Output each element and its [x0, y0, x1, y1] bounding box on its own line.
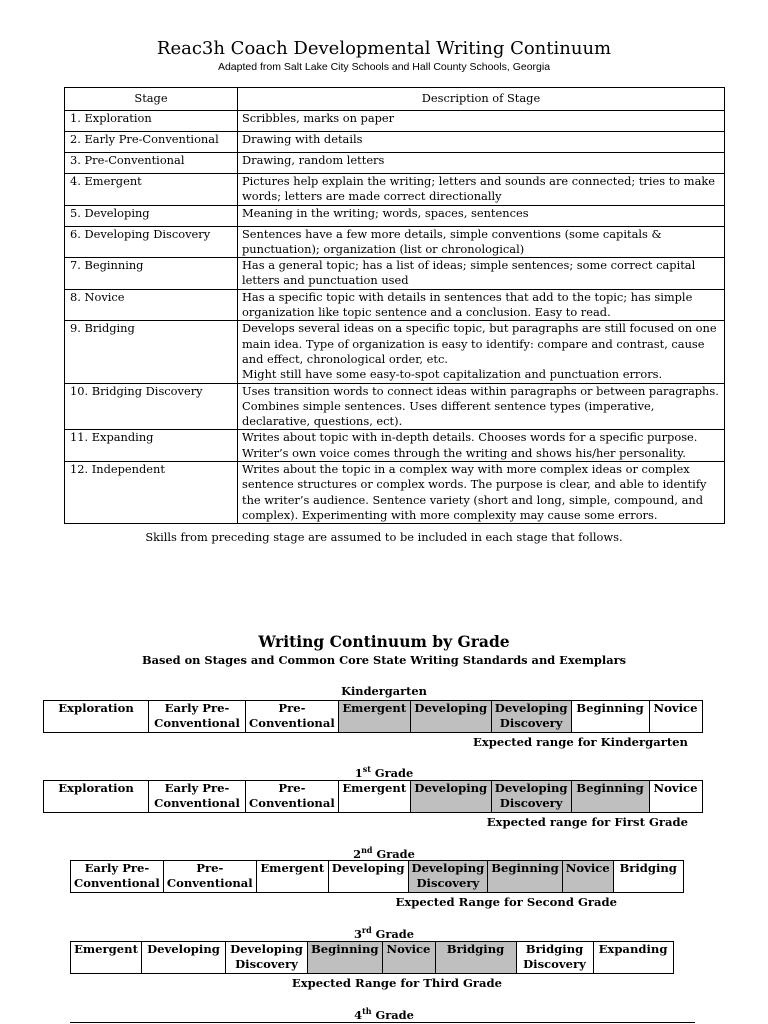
grade-word: Grade — [372, 846, 415, 861]
description-cell: Drawing with details — [238, 132, 725, 153]
stage-cell: 8. Novice — [65, 289, 238, 321]
stage-cell — [246, 701, 339, 733]
stage-cell: 4. Emergent — [65, 174, 238, 206]
table-footnote: Skills from preceding stage are assumed to be included in each stage that follows. — [145, 530, 623, 544]
stage-cell — [328, 861, 408, 893]
stage-name-line: Expanding — [598, 942, 668, 956]
grade-ordinal-suffix: st — [362, 764, 371, 774]
table-row — [65, 226, 725, 258]
stage-name-line: Emergent — [342, 781, 407, 795]
stage-name-line: Bridging — [525, 942, 584, 956]
stage-name-line: Pre- — [278, 781, 306, 795]
grade-stage-table — [43, 700, 703, 733]
stage-table-header — [65, 88, 725, 111]
document-title: Reac3h Coach Developmental Writing Continuum — [156, 38, 612, 59]
grade-label: Kindergarten — [341, 684, 427, 698]
grade-word: Grade — [371, 1007, 414, 1022]
stage-name-line: Discovery — [235, 957, 298, 971]
expected-range-caption: Expected Range for Third Grade — [291, 976, 502, 990]
table-row — [65, 153, 725, 174]
stage-cell — [71, 861, 164, 893]
grade-stage-row — [44, 701, 703, 733]
stage-name-line: Novice — [653, 781, 698, 795]
divider-line — [70, 1022, 695, 1023]
stage-cell: 5. Developing — [65, 205, 238, 226]
stage-cell-expected — [491, 781, 571, 813]
stage-name-line: Novice — [653, 701, 698, 715]
stage-cell: 3. Pre-Conventional — [65, 153, 238, 174]
stage-cell: 10. Bridging Discovery — [65, 383, 238, 430]
stage-cell-expected — [435, 942, 516, 974]
section-subtitle: Based on Stages and Common Core State Writing Standards and Exemplars — [141, 653, 627, 667]
stage-name-line: Conventional — [249, 716, 335, 730]
document-subtitle: Adapted from Salt Lake City Schools and Hall County Schools, Georgia — [217, 61, 551, 73]
stage-cell — [593, 942, 673, 974]
stage-cell-expected — [408, 861, 488, 893]
grade-number: 2 — [353, 846, 362, 861]
stage-name-line: Developing — [147, 942, 220, 956]
stage-name-line: Conventional — [249, 796, 335, 810]
stage-cell — [44, 701, 149, 733]
stage-name-line: Developing — [414, 701, 488, 715]
stage-cell: 6. Developing Discovery — [65, 226, 238, 258]
stage-cell-expected — [562, 861, 613, 893]
stage-name-line: Beginning — [311, 942, 379, 956]
stage-name-line: Discovery — [499, 796, 563, 810]
stage-name-line: Conventional — [166, 876, 253, 890]
stage-cell-expected — [571, 781, 649, 813]
description-cell: Has a specific topic with details in sentences that add to the topic; has simple organization like topic sentence and a conclusion. Easy to read. — [238, 289, 725, 321]
table-row — [65, 132, 725, 153]
stage-name-line: Novice — [565, 861, 610, 875]
stage-cell — [149, 781, 246, 813]
stage-cell-expected — [410, 781, 491, 813]
stage-name-line: Beginning — [576, 701, 644, 715]
grade-number: 1 — [354, 765, 363, 780]
grade-stage-row — [44, 781, 703, 813]
stage-name-line: Emergent — [74, 942, 138, 956]
stage-name-line: Conventional — [74, 876, 160, 890]
stage-name-line: Novice — [386, 942, 431, 956]
stage-cell: 11. Expanding — [65, 430, 238, 462]
description-text-extra: Might still have some easy-to-spot capitalization and punctuation errors. — [242, 367, 663, 382]
description-column-header: Description of Stage — [238, 88, 725, 111]
expected-range-caption: Expected Range for Second Grade — [395, 895, 617, 909]
grade-word: Grade — [370, 765, 414, 780]
table-row — [65, 289, 725, 321]
stage-cell-expected — [382, 942, 435, 974]
grade-ordinal-suffix: nd — [361, 845, 373, 855]
stage-name-line: Discovery — [523, 957, 586, 971]
stage-cell: 2. Early Pre-Conventional — [65, 132, 238, 153]
stage-name-line: Developing — [494, 701, 568, 715]
description-cell: Meaning in the writing; words, spaces, sentences — [238, 205, 725, 226]
stage-name-line: Early Pre- — [164, 701, 230, 715]
table-row — [65, 205, 725, 226]
grade-stage-table — [70, 860, 684, 893]
stage-name-line: Conventional — [154, 796, 240, 810]
stage-cell — [516, 942, 593, 974]
stage-cell-expected — [410, 701, 491, 733]
section-title: Writing Continuum by Grade — [258, 632, 510, 651]
stage-cell — [71, 942, 142, 974]
stage-cell — [163, 861, 256, 893]
grade-label — [0, 845, 768, 861]
grade-stage-table — [70, 941, 674, 974]
grade-label — [0, 925, 768, 941]
description-cell: Writes about topic with in-depth details. Chooses words for a specific purpose. Writer’s own voice comes through the writing and shows his/her personality. — [238, 430, 725, 462]
stage-cell — [226, 942, 308, 974]
stage-name-line: Early Pre- — [164, 781, 230, 795]
stage-name-line: Developing — [411, 861, 485, 875]
stage-cell — [649, 781, 702, 813]
stage-name-line: Exploration — [58, 781, 134, 795]
grade-label — [0, 764, 768, 780]
expected-range-caption: Expected range for First Grade — [486, 815, 688, 829]
stage-cell — [613, 861, 683, 893]
stage-cell — [149, 701, 246, 733]
stage-cell: 1. Exploration — [65, 111, 238, 132]
stage-cell — [142, 942, 226, 974]
stage-name-line: Emergent — [342, 701, 407, 715]
grade-number: 3 — [353, 926, 362, 941]
table-row — [65, 174, 725, 206]
stage-name-line: Emergent — [260, 861, 325, 875]
stage-cell — [649, 701, 702, 733]
stage-cell-expected — [488, 861, 563, 893]
description-text: Develops several ideas on a specific topic, but paragraphs are still focused on one main idea. Type of organization is easy to identify: compare and contrast, cause and effect, chronological order, etc. — [242, 321, 717, 366]
table-row — [65, 462, 725, 524]
grade-label — [0, 1006, 768, 1022]
stage-name-line: Developing — [331, 861, 405, 875]
description-cell: Pictures help explain the writing; letters and sounds are connected; tries to make words; letters are made correct directionally — [238, 174, 725, 206]
stage-column-header: Stage — [65, 88, 238, 111]
table-row — [65, 321, 725, 383]
stage-cell: 9. Bridging — [65, 321, 238, 383]
stage-name-line: Early Pre- — [84, 861, 150, 875]
description-cell — [238, 321, 725, 383]
stage-cell — [246, 781, 339, 813]
stage-name-line: Exploration — [58, 701, 134, 715]
grade-word: Grade — [371, 926, 415, 941]
stage-cell — [44, 781, 149, 813]
table-row — [65, 258, 725, 290]
stage-table — [64, 87, 725, 524]
stage-name-line: Bridging — [619, 861, 677, 875]
stage-name-line: Developing — [494, 781, 568, 795]
grade-stage-row — [71, 861, 684, 893]
stage-name-line: Discovery — [416, 876, 480, 890]
grade-ordinal-suffix: th — [362, 1006, 372, 1016]
stage-name-line: Pre- — [278, 701, 306, 715]
grade-number: 4 — [354, 1007, 363, 1022]
stage-name-line: Bridging — [446, 942, 505, 956]
stage-cell: 12. Independent — [65, 462, 238, 524]
stage-name-line: Conventional — [154, 716, 240, 730]
table-row — [65, 430, 725, 462]
stage-cell: 7. Beginning — [65, 258, 238, 290]
expected-range-caption: Expected range for Kindergarten — [473, 735, 688, 749]
stage-name-line: Beginning — [491, 861, 559, 875]
description-cell: Writes about the topic in a complex way with more complex ideas or complex sentence structures or complex words. The purpose is clear, and able to identify the writer’s audience. Sentence variety (short and long, simple, compound, and complex). Experimenting with more complexity may cause some errors. — [238, 462, 725, 524]
description-cell: Has a general topic; has a list of ideas; simple sentences; some correct capital letters and punctuation used — [238, 258, 725, 290]
table-row — [65, 111, 725, 132]
stage-cell — [256, 861, 328, 893]
description-cell: Sentences have a few more details, simple conventions (some capitals & punctuation); organization (list or chronological) — [238, 226, 725, 258]
stage-cell-expected — [491, 701, 571, 733]
description-cell: Drawing, random letters — [238, 153, 725, 174]
description-cell: Uses transition words to connect ideas within paragraphs or between paragraphs. Combines simple sentences. Uses different sentence types (imperative, declarative, questions, ect). — [238, 383, 725, 430]
grade-stage-table — [43, 780, 703, 813]
stage-cell — [571, 701, 649, 733]
grade-ordinal-suffix: rd — [361, 925, 372, 935]
stage-name-line: Discovery — [499, 716, 563, 730]
grade-stage-row — [71, 942, 674, 974]
stage-cell-expected — [308, 942, 383, 974]
table-row — [65, 383, 725, 430]
stage-cell — [338, 781, 410, 813]
stage-name-line: Beginning — [576, 781, 644, 795]
stage-name-line: Pre- — [196, 861, 224, 875]
stage-name-line: Developing — [414, 781, 488, 795]
stage-cell-expected — [338, 701, 410, 733]
stage-name-line: Developing — [230, 942, 303, 956]
description-cell: Scribbles, marks on paper — [238, 111, 725, 132]
